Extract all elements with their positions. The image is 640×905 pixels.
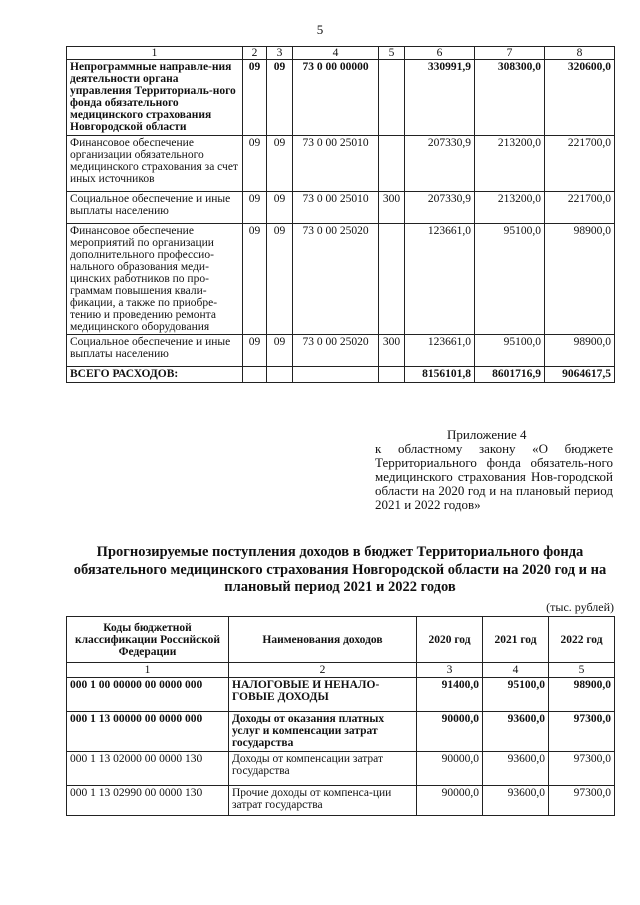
- table-row: [67, 786, 615, 816]
- total-label: ВСЕГО РАСХОДОВ:: [67, 367, 243, 383]
- column-number: 2: [229, 663, 417, 678]
- cell: 09: [267, 60, 293, 136]
- income-code: 000 1 13 02990 00 0000 130: [67, 786, 229, 816]
- table-row: [67, 224, 615, 335]
- cell: 09: [267, 136, 293, 192]
- cell: [379, 60, 405, 136]
- column-header: 2021 год: [483, 617, 549, 663]
- column-number-row: [67, 663, 615, 678]
- cell: [243, 367, 267, 383]
- row-name: Непрограммные направле-ния деятельности органа управления Территориаль-ного фонда обязательного медицинского страхования Новгородской области: [67, 60, 243, 136]
- cell: 93600,0: [483, 712, 549, 752]
- cell: 90000,0: [417, 786, 483, 816]
- column-number: 4: [483, 663, 549, 678]
- row-name: Финансовое обеспечение мероприятий по организации дополнительного профессио-нального образования меди-цинских работников по про-граммам повышения квали-фикации, а также по приобре-тению и проведению ремонта медицинского оборудования: [67, 224, 243, 335]
- cell: 93600,0: [483, 786, 549, 816]
- cell: 98900,0: [545, 224, 615, 335]
- total-row: [67, 367, 615, 383]
- table-row: [67, 192, 615, 224]
- cell: 09: [243, 224, 267, 335]
- cell: [379, 136, 405, 192]
- income-table: [66, 616, 615, 816]
- cell: 73 0 00 25020: [293, 224, 379, 335]
- column-number: 6: [405, 47, 475, 60]
- cell: 308300,0: [475, 60, 545, 136]
- column-header: 2022 год: [549, 617, 615, 663]
- column-number: 8: [545, 47, 615, 60]
- cell: 93600,0: [483, 752, 549, 786]
- cell: 09: [267, 224, 293, 335]
- table-row: [67, 712, 615, 752]
- income-code: 000 1 13 00000 00 0000 000: [67, 712, 229, 752]
- cell: 09: [243, 60, 267, 136]
- cell: 09: [243, 335, 267, 367]
- column-number: 5: [549, 663, 615, 678]
- cell: 213200,0: [475, 192, 545, 224]
- column-number: 1: [67, 47, 243, 60]
- income-name: Доходы от оказания платных услуг и компенсации затрат государства: [229, 712, 417, 752]
- cell: [379, 224, 405, 335]
- cell: 95100,0: [475, 224, 545, 335]
- appendix-title: Приложение 4: [447, 427, 527, 442]
- column-header: Коды бюджетной классификации Российской Федерации: [67, 617, 229, 663]
- cell: 09: [267, 335, 293, 367]
- table-row: [67, 136, 615, 192]
- cell: 300: [379, 192, 405, 224]
- cell: 207330,9: [405, 192, 475, 224]
- table-header-row: [67, 617, 615, 663]
- total-value: 8156101,8: [405, 367, 475, 383]
- cell: 207330,9: [405, 136, 475, 192]
- cell: 73 0 00 00000: [293, 60, 379, 136]
- cell: 97300,0: [549, 712, 615, 752]
- cell: 123661,0: [405, 335, 475, 367]
- expenses-table: [66, 46, 615, 383]
- row-name: Социальное обеспечение и иные выплаты населению: [67, 335, 243, 367]
- appendix-note: [375, 428, 613, 512]
- page-number: 5: [316, 22, 324, 37]
- cell: 98900,0: [545, 335, 615, 367]
- cell: 73 0 00 25010: [293, 136, 379, 192]
- column-number: 5: [379, 47, 405, 60]
- income-code: 000 1 13 02000 00 0000 130: [67, 752, 229, 786]
- cell: 73 0 00 25020: [293, 335, 379, 367]
- cell: 90000,0: [417, 752, 483, 786]
- cell: [293, 367, 379, 383]
- row-name: Финансовое обеспечение организации обязательного медицинского страхования за счет иных источников: [67, 136, 243, 192]
- section-title: Прогнозируемые поступления доходов в бюджет Территориального фонда обязательного медицинского страхования Новгородской области на 2020 год и на плановый период 2021 и 2022 годов: [73, 544, 607, 595]
- column-number: 4: [293, 47, 379, 60]
- cell: 320600,0: [545, 60, 615, 136]
- table-row: [67, 678, 615, 712]
- cell: 09: [243, 192, 267, 224]
- table-header-row: [67, 47, 615, 60]
- total-value: 8601716,9: [475, 367, 545, 383]
- cell: [379, 367, 405, 383]
- cell: 123661,0: [405, 224, 475, 335]
- column-number: 1: [67, 663, 229, 678]
- cell: 95100,0: [475, 335, 545, 367]
- cell: 95100,0: [483, 678, 549, 712]
- table-row: [67, 752, 615, 786]
- column-number: 2: [243, 47, 267, 60]
- cell: 98900,0: [549, 678, 615, 712]
- cell: 09: [267, 192, 293, 224]
- cell: 09: [243, 136, 267, 192]
- cell: 91400,0: [417, 678, 483, 712]
- row-name: Социальное обеспечение и иные выплаты населению: [67, 192, 243, 224]
- column-header: Наименования доходов: [229, 617, 417, 663]
- income-name: НАЛОГОВЫЕ И НЕНАЛО-ГОВЫЕ ДОХОДЫ: [229, 678, 417, 712]
- cell: 90000,0: [417, 712, 483, 752]
- cell: 97300,0: [549, 786, 615, 816]
- total-value: 9064617,5: [545, 367, 615, 383]
- units-label: (тыс. рублей): [546, 600, 614, 614]
- income-code: 000 1 00 00000 00 0000 000: [67, 678, 229, 712]
- cell: 97300,0: [549, 752, 615, 786]
- table-row: [67, 60, 615, 136]
- income-name: Прочие доходы от компенса-ции затрат государства: [229, 786, 417, 816]
- cell: 213200,0: [475, 136, 545, 192]
- column-header: 2020 год: [417, 617, 483, 663]
- income-name: Доходы от компенсации затрат государства: [229, 752, 417, 786]
- cell: 300: [379, 335, 405, 367]
- appendix-text: к областному закону «О бюджете Территориального фонда обязатель-ного медицинского страхования Нов-городской области на 2020 год и на плановый период 2021 и 2022 годов»: [375, 441, 613, 512]
- cell: 73 0 00 25010: [293, 192, 379, 224]
- cell: [267, 367, 293, 383]
- cell: 221700,0: [545, 136, 615, 192]
- column-number: 3: [267, 47, 293, 60]
- table-row: [67, 335, 615, 367]
- column-number: 3: [417, 663, 483, 678]
- cell: 221700,0: [545, 192, 615, 224]
- column-number: 7: [475, 47, 545, 60]
- cell: 330991,9: [405, 60, 475, 136]
